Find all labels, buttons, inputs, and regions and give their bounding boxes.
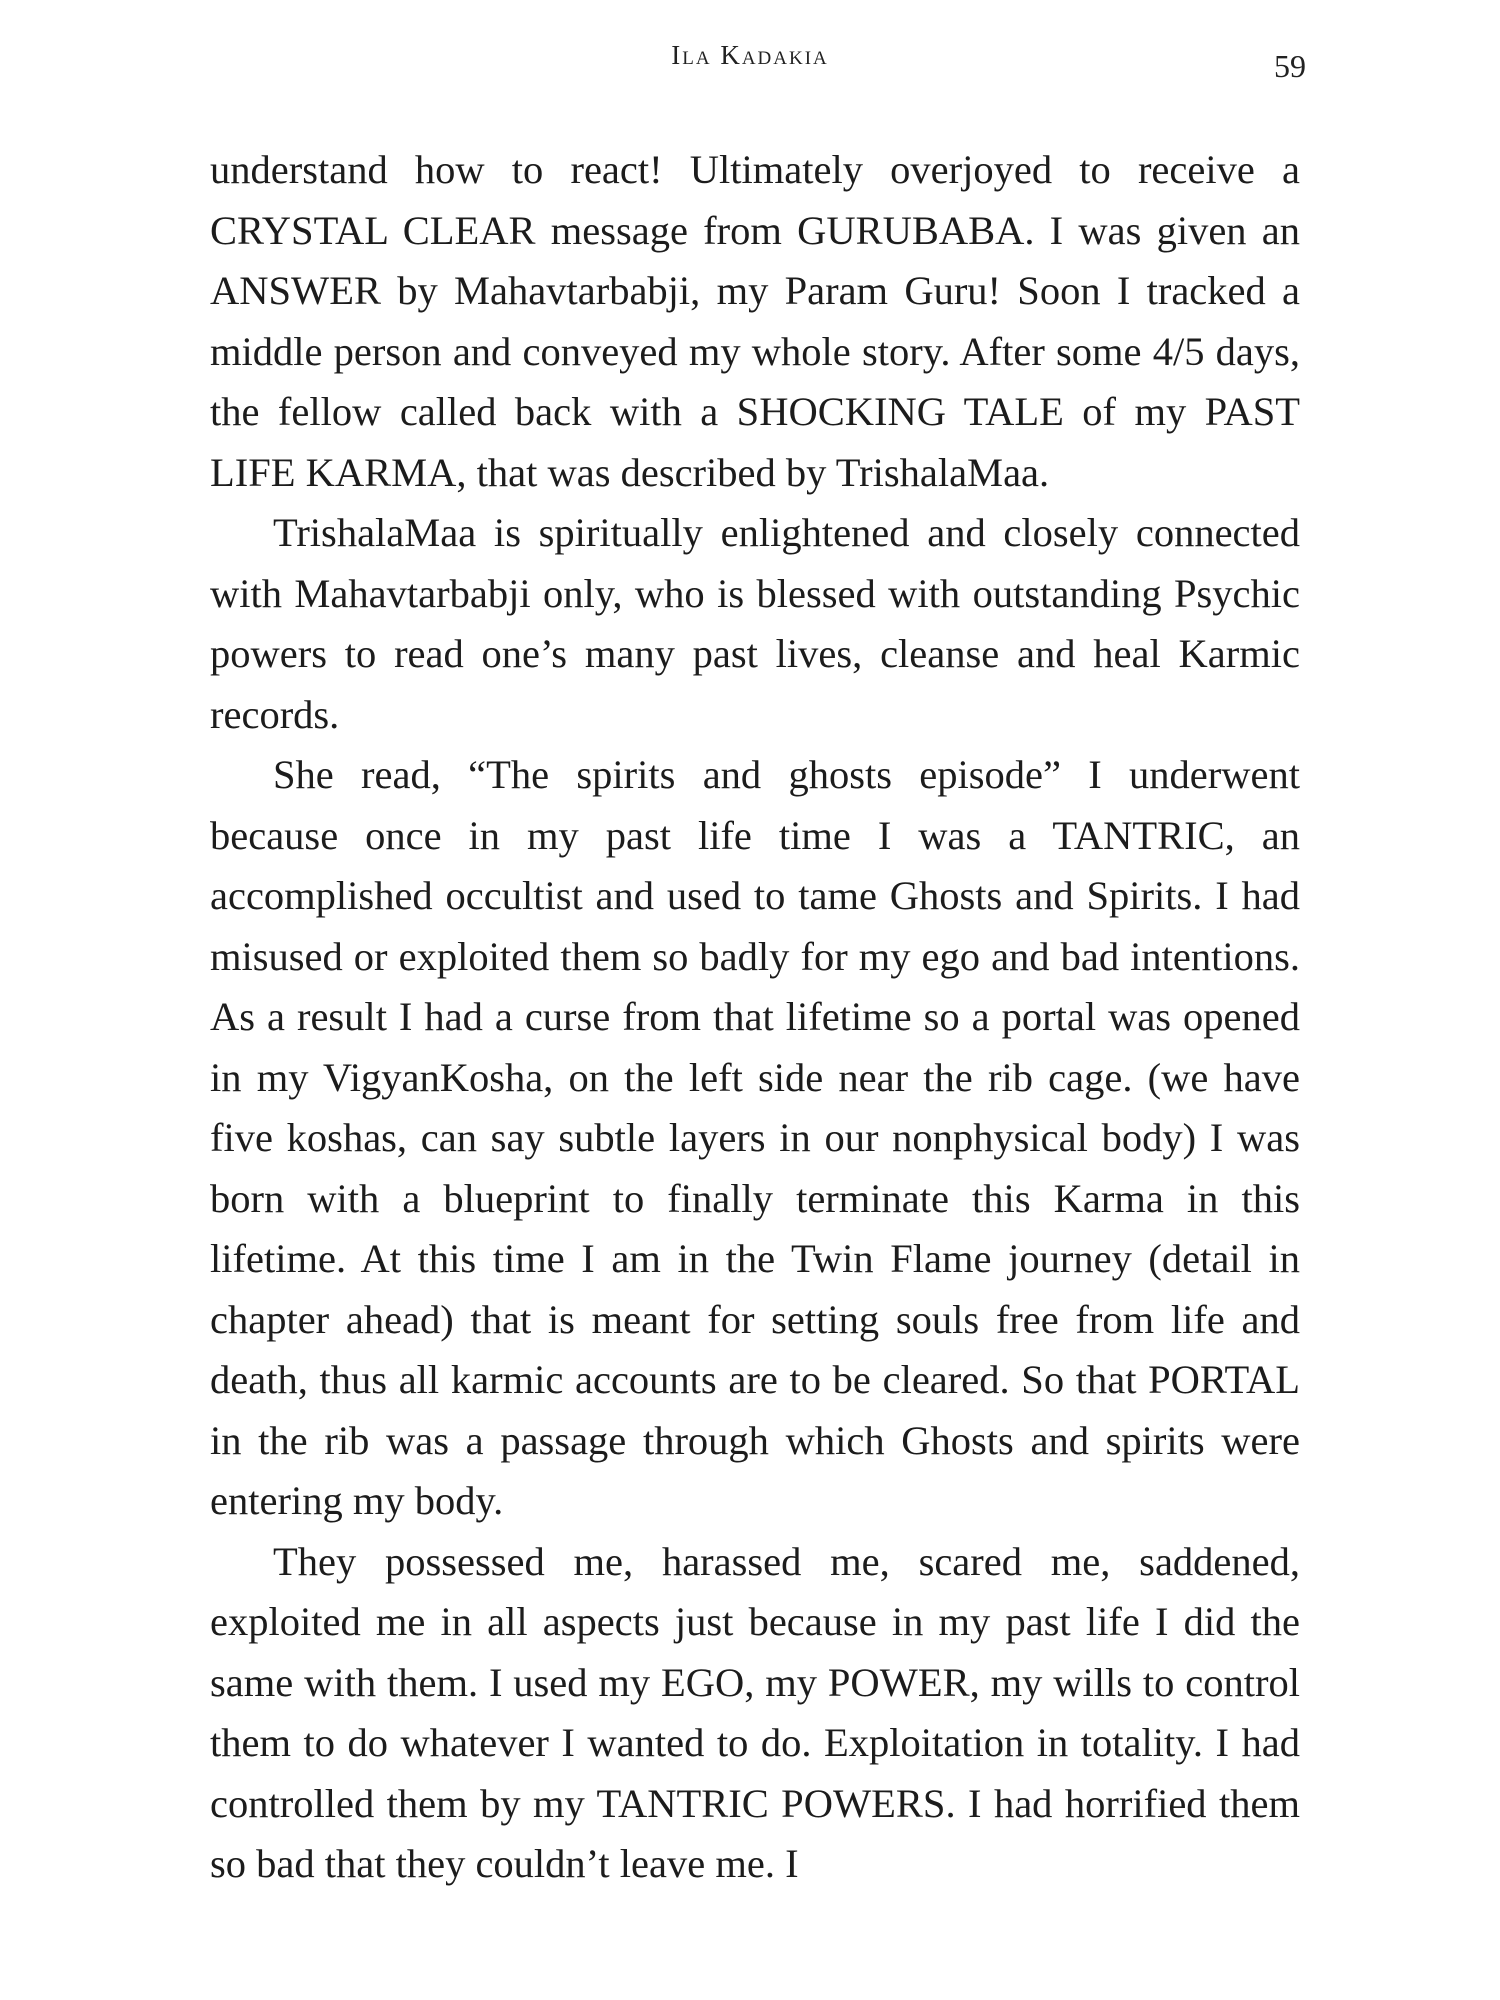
paragraph: TrishalaMaa is spiritually enlightened and closely connected with Mahavtarbabji only, who is blessed with outstanding Psychic powers to read one’s many past lives, cleanse and heal Karmic records. [210, 510, 1300, 737]
paragraph: They possessed me, harassed me, scared me, saddened, exploited me in all aspects just because in my past life I did the same with them. I used my EGO, my POWER, my wills to control them to do whatever I wanted to do. Exploitation in totality. I had controlled them by my TANTRIC POWERS. I had horrified them so bad that they couldn’t leave me. I [210, 1538, 1300, 1886]
paragraph: She read, “The spirits and ghosts episode” I underwent because once in my past life time I was a TANTRIC, an accomplished occultist and used to tame Ghosts and Spirits. I had misused or exploited them so badly for my ego and bad intentions. As a result I had a curse from that lifetime so a portal was opened in my VigyanKosha, on the left side near the rib cage. (we have five koshas, can say subtle layers in our nonphysical body) I was born with a blueprint to finally terminate this Karma in this lifetime. At this time I am in the Twin Flame journey (detail in chapter ahead) that is meant for setting souls free from life and death, thus all karmic accounts are to be cleared. So that PORTAL in the rib was a passage through which Ghosts and spirits were entering my body. [210, 752, 1300, 1523]
paragraph-continued: understand how to react! Ultimately overjoyed to receive a CRYSTAL CLEAR message from GURUBABA. I was given an ANSWER by Mahavtarbabji, my Param Guru! Soon I tracked a middle person and conveyed my whole story. After some 4/5 days, the fellow called back with a SHOCKING TALE of my PAST LIFE KARMA, that was described by TrishalaMaa. [210, 147, 1300, 495]
body-text [210, 140, 1300, 1895]
page-number: 59 [1274, 48, 1306, 84]
running-head: Ila Kadakia [671, 40, 829, 70]
